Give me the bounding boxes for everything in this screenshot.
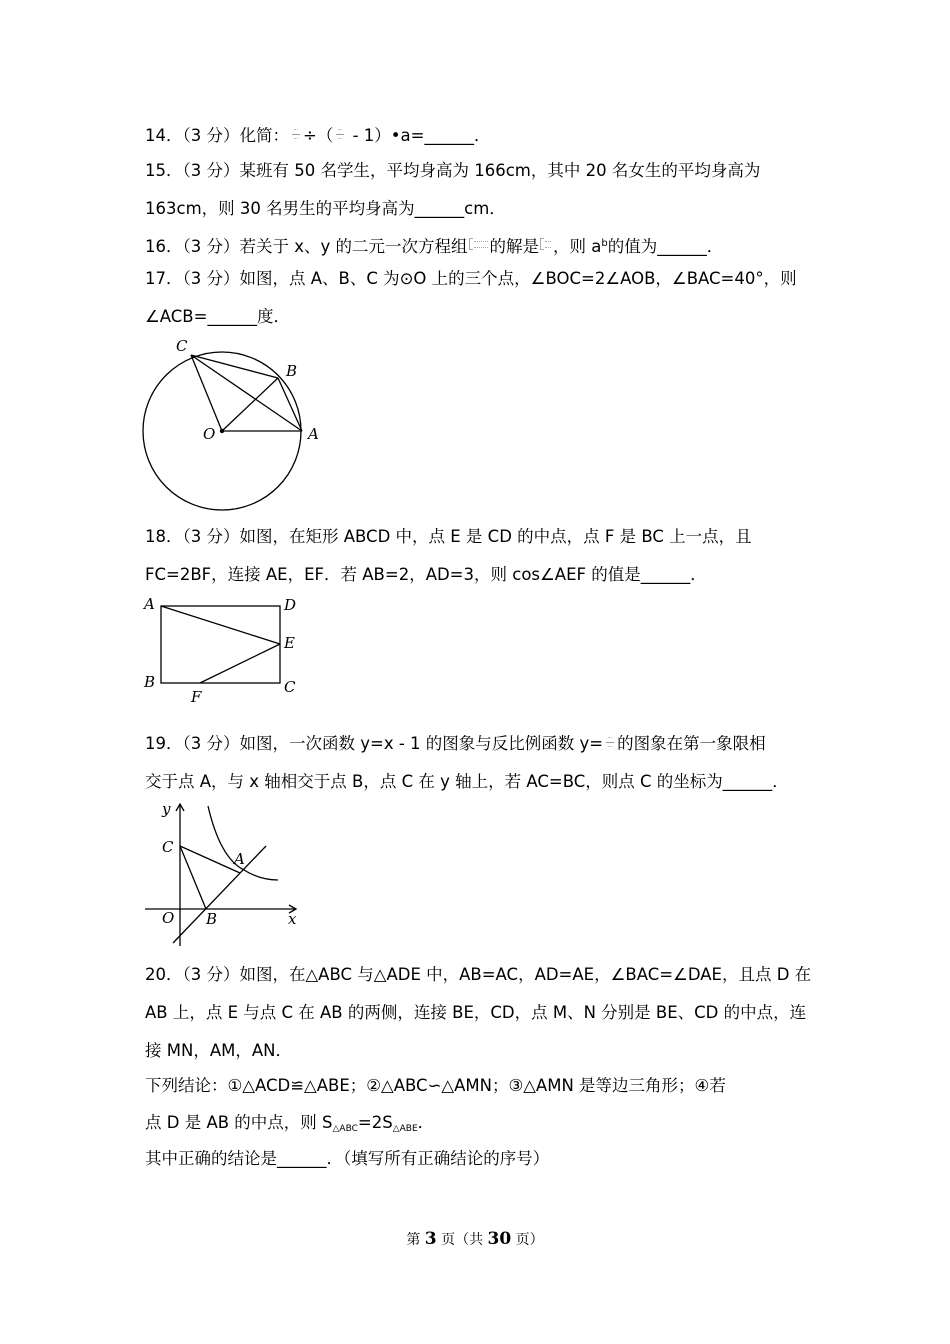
label-f: F — [191, 688, 202, 706]
question-18-line-2: FC=2BF，连接 AE，EF．若 AB=2，AD=3，则 cos∠AEF 的值是______． — [145, 565, 707, 584]
question-20-line-5: 点 D 是 AB 的中点，则 $S_{\triangle ABC}=2S_{\triangle ABE}$． — [145, 1113, 435, 1134]
solution-system-image — [540, 238, 552, 250]
question-19-line-1: 19．（3 分）如图，一次函数 y=x - 1 的图象与反比例函数 y= 的图象在第一象限相 — [145, 734, 766, 753]
label-c: C — [162, 838, 174, 856]
label-a: A — [308, 425, 319, 443]
circle-figure — [140, 335, 320, 515]
answer-blank: ______ — [424, 126, 474, 145]
segment-cb — [191, 355, 278, 378]
hyperbola-curve — [208, 806, 278, 880]
function-graph-figure — [140, 798, 310, 950]
rectangle-abcd — [161, 606, 280, 683]
answer-blank: ______ — [207, 307, 257, 326]
question-15-line-2: 163cm，则 30 名男生的平均身高为______cm． — [145, 199, 506, 218]
segment-ob — [222, 378, 278, 431]
label-b: B — [286, 362, 298, 380]
label-y: y — [162, 800, 171, 818]
answer-blank: ______ — [640, 565, 691, 584]
question-20-line-4: 下列结论：①△ACD≌△ABE；②△ABC∽△AMN；③△AMN 是等边三角形；④若 — [145, 1076, 726, 1095]
fraction-image — [605, 736, 615, 748]
label-o: O — [162, 909, 175, 927]
segment-ae — [161, 606, 280, 644]
label-b: B — [144, 673, 156, 691]
label-d: D — [284, 596, 297, 614]
label-b: B — [206, 910, 218, 928]
question-20-line-3: 接 MN，AM，AN． — [145, 1041, 292, 1060]
question-17-line-1: 17．（3 分）如图，点 A、B、C 为⊙O 上的三个点，∠BOC=2∠AOB，∠BAC=40°，则 — [145, 269, 797, 288]
rectangle-figure — [140, 594, 310, 709]
equation-system-image — [469, 238, 489, 250]
label-a: A — [234, 850, 245, 868]
answer-blank: ______ — [722, 772, 773, 791]
label-c: C — [176, 337, 188, 355]
label-a: A — [144, 595, 155, 613]
total-pages: 30 — [487, 1229, 512, 1249]
label-e: E — [284, 634, 295, 652]
question-18-line-1: 18．（3 分）如图，在矩形 ABCD 中，点 E 是 CD 的中点，点 F 是 BC 上一点，且 — [145, 527, 752, 546]
linear-function-line — [173, 846, 266, 943]
question-15-line-1: 15．（3 分）某班有 50 名学生，平均身高为 166cm，其中 20 名女生的平均身高为 — [145, 161, 761, 180]
question-20-line-1: 20．（3 分）如图，在△ABC 与△ADE 中，AB=AC，AD=AE，∠BAC=∠DAE，且点 D 在 — [145, 965, 812, 984]
answer-blank: ______ — [657, 237, 707, 256]
fraction-image — [335, 128, 345, 140]
answer-blank: ______ — [414, 199, 465, 218]
question-14: 14．（3 分）化简： ÷（ - 1）•a=______． — [145, 126, 491, 145]
answer-blank: ______ — [277, 1149, 327, 1168]
question-16: 16．（3 分）若关于 x、y 的二元一次方程组 的解是 ，则 $a^b$的值为______． — [145, 237, 724, 256]
question-19-line-2: 交于点 A，与 x 轴相交于点 B，点 C 在 y 轴上，若 AC=BC，则点 C 的坐标为______． — [145, 772, 789, 791]
page-footer: 第 3 页（共 30 页） — [406, 1229, 544, 1249]
question-17-line-2: ∠ACB=______度． — [145, 307, 290, 326]
label-c: C — [284, 678, 296, 696]
center-point — [220, 429, 224, 433]
label-x: x — [288, 910, 297, 928]
page-number: 3 — [424, 1229, 437, 1249]
fraction-image — [291, 128, 301, 140]
question-20-line-6: 其中正确的结论是______．（填写所有正确结论的序号） — [145, 1149, 550, 1168]
question-20-line-2: AB 上，点 E 与点 C 在 AB 的两侧，连接 BE，CD，点 M、N 分别是 BE、CD 的中点，连 — [145, 1003, 807, 1022]
segment-ef — [200, 644, 280, 683]
label-o: O — [203, 425, 216, 443]
